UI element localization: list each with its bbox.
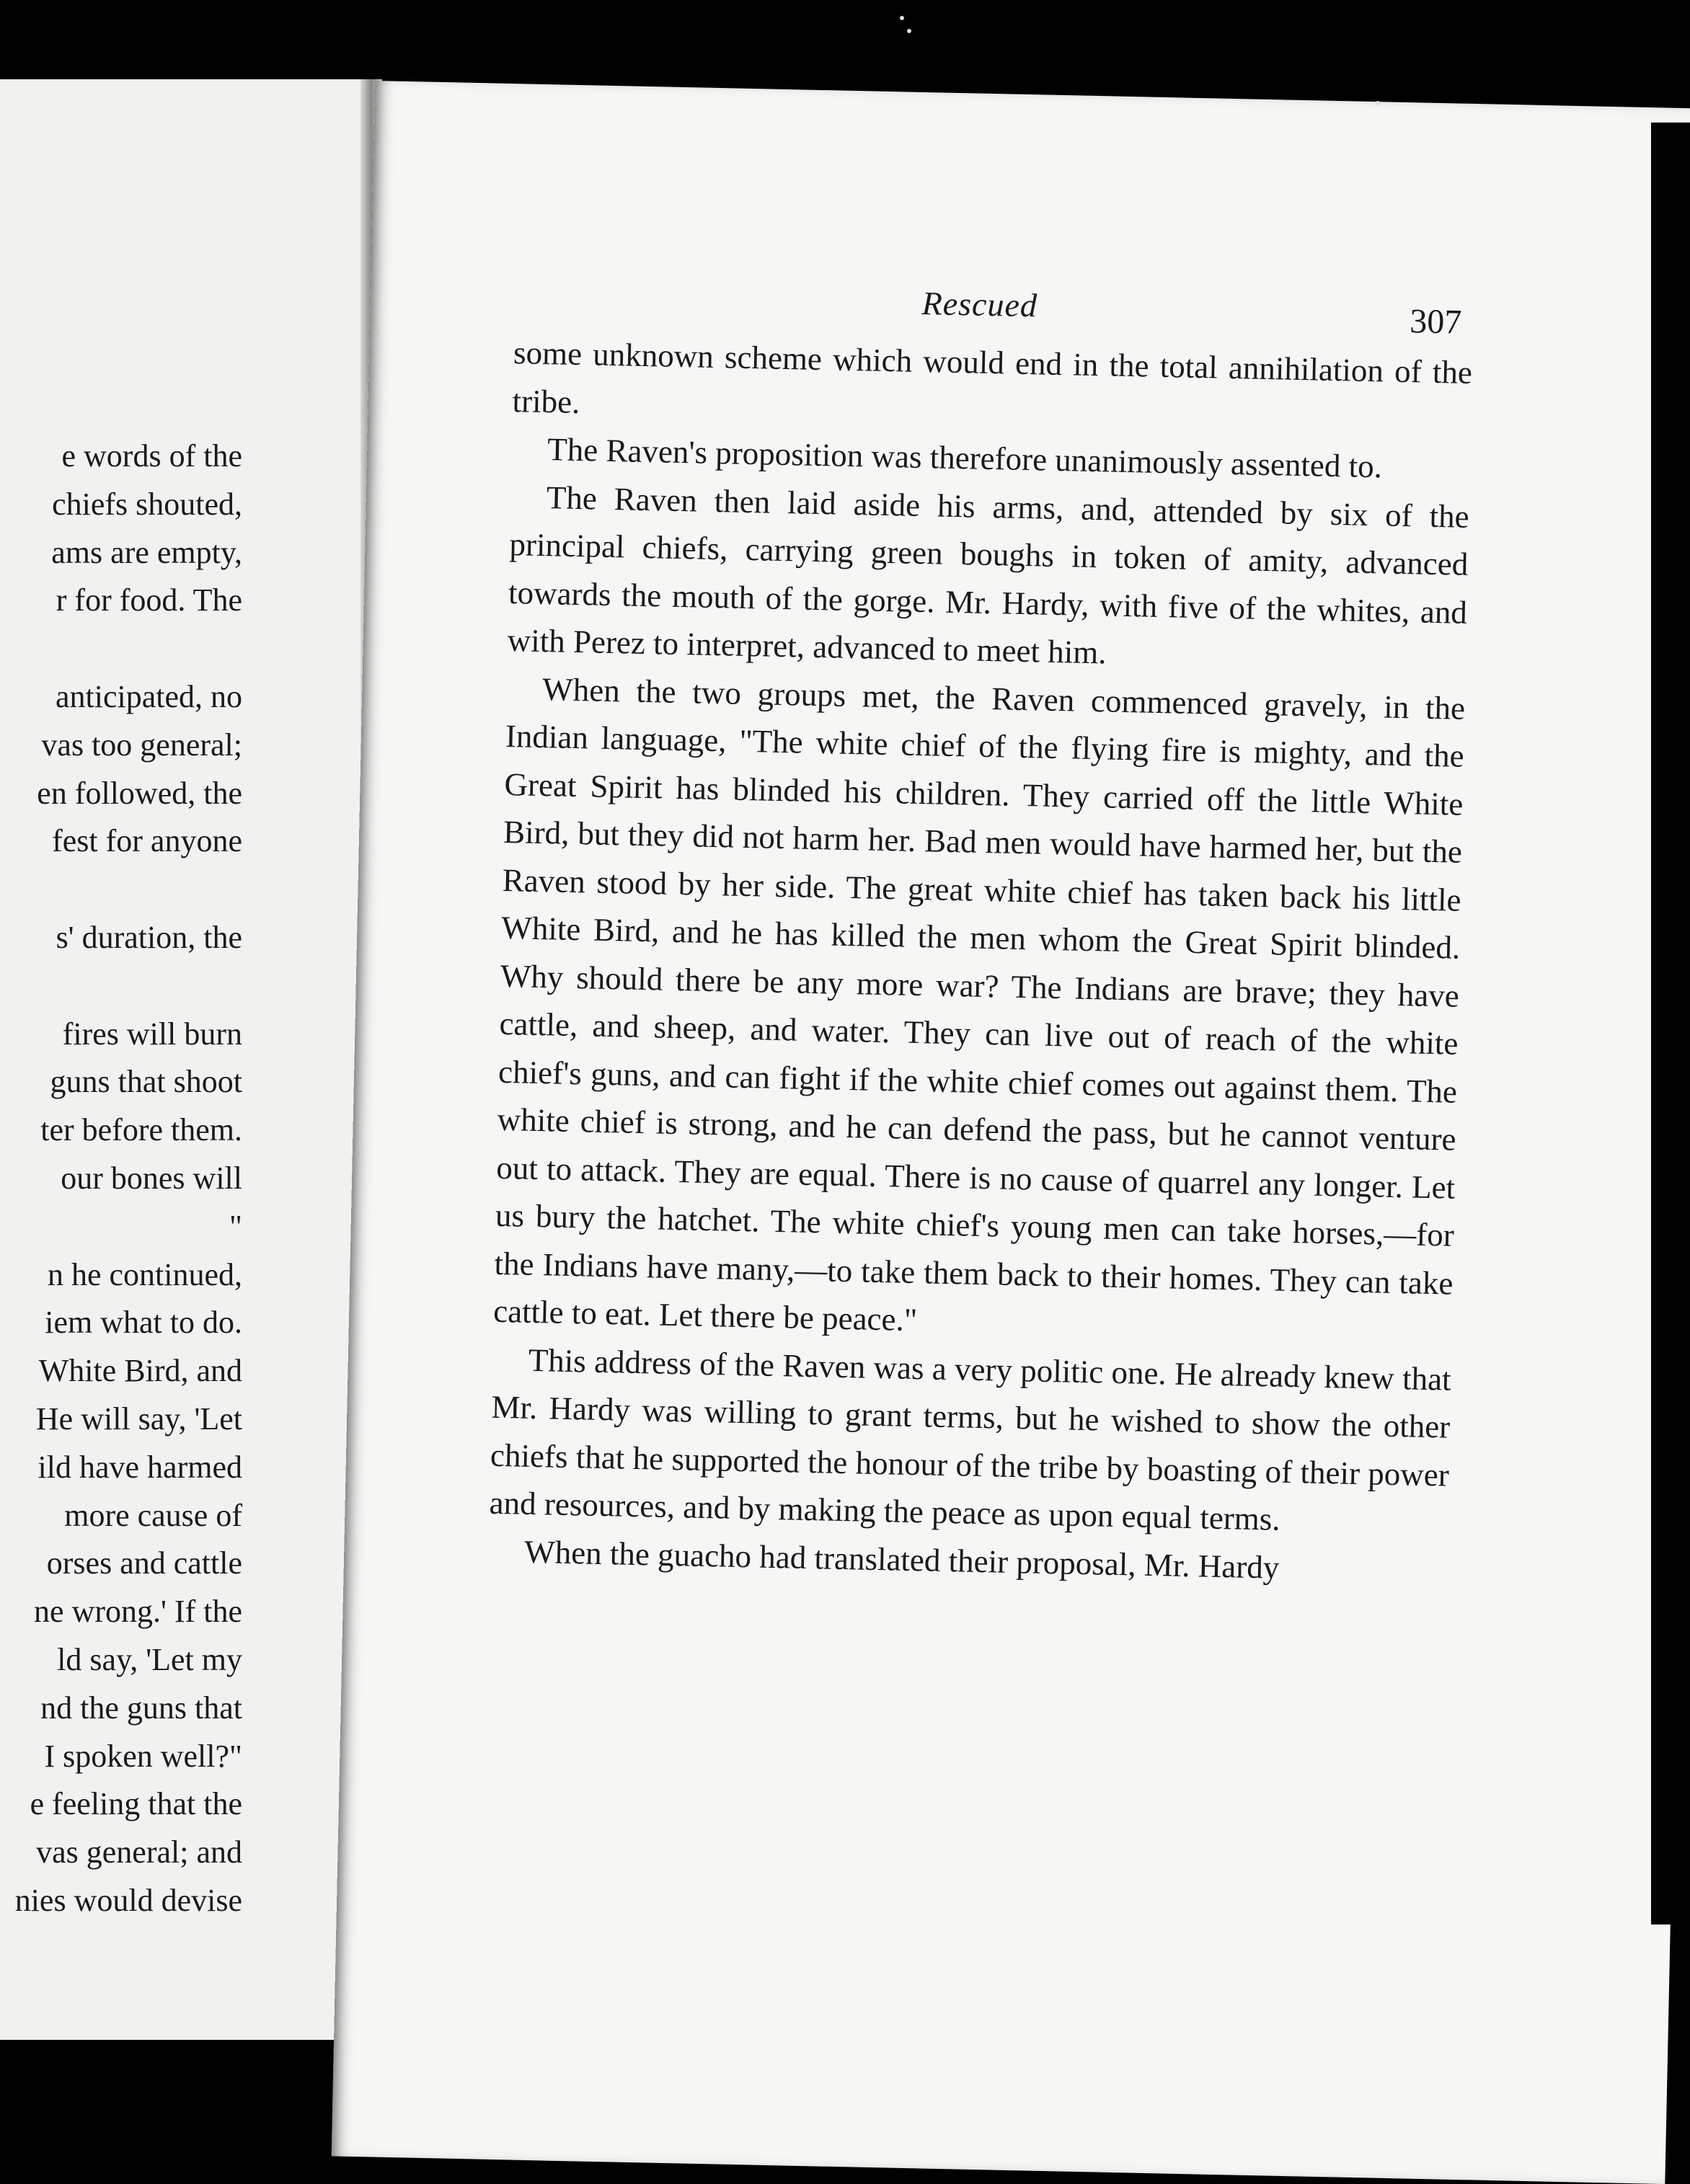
left-line: r for food. The — [56, 582, 242, 618]
left-line: vas too general; — [41, 727, 242, 763]
left-line: n he continued, — [47, 1256, 242, 1292]
left-line: ter before them. — [40, 1112, 242, 1148]
paragraph: This address of the Raven was a very politic one. He already knew that Mr. Hardy was willing to grant terms, but he wished to show the other chiefs that he supported the honour of the tribe by boasting of their power and resources, and by making the peace as upon equal terms. — [489, 1341, 1452, 1537]
dust-speck — [1376, 101, 1380, 105]
left-line: orses and cattle — [46, 1545, 242, 1581]
left-line: e feeling that the — [30, 1786, 242, 1822]
left-line: iem what to do. — [45, 1305, 242, 1341]
left-line: fires will burn — [62, 1016, 242, 1052]
paragraph: When the guacho had translated their proposal, Mr. Hardy — [523, 1533, 1280, 1586]
paragraph: When the two groups met, the Raven commenced gravely, in the Indian language, "The white chief of the flying fire is mighty, and the Great Spirit has blinded his children. They carried off the little White Bird, but they did not harm her. Bad men would have harmed her, but the Raven stood by her side. The great white chief has taken back his little White Bird, and he has killed the men whom the Great Spirit blinded. Why should there be any more war? The Indians are brave; they have cattle, and sheep, and water. They can live out of reach of the white chief's guns, and can fight if the white chief comes out against them. The white chief is strong, and he can defend the pass, but he cannot venture out to attack. They are equal. There is no cause of quarrel any longer. Let us bury the hatchet. The white chief's young men can take horses,—for the Indians have many,—to take them back to their homes. They can take cattle to eat. Let there be peace." — [492, 670, 1466, 1339]
left-line: ild have harmed — [37, 1449, 242, 1485]
paragraph: The Raven's proposition was therefore unanimously assented to. — [547, 431, 1383, 485]
left-line: s' duration, the — [56, 919, 242, 955]
page-body — [488, 329, 1473, 1594]
left-line: nd the guns that — [40, 1690, 242, 1726]
left-line — [0, 625, 242, 673]
left-line: vas general; and — [36, 1834, 242, 1870]
page-number: 307 — [1409, 302, 1462, 342]
left-line: fest for anyone — [52, 823, 242, 859]
left-line: guns that shoot — [50, 1064, 242, 1100]
right-page — [332, 81, 1690, 2184]
left-line — [0, 866, 242, 914]
left-line: en followed, the — [37, 775, 242, 811]
left-line: anticipated, no — [55, 678, 242, 714]
paragraph: The Raven then laid aside his arms, and, attended by six of the principal chiefs, carrying green boughs in token of amity, advanced towards the mouth of the gorge. Mr. Hardy, with five of the whites, and with Perez to interpret, advanced to meet him. — [507, 479, 1470, 671]
left-line: nies would devise — [14, 1882, 242, 1918]
left-line: more cause of — [64, 1497, 242, 1533]
left-line: " — [229, 1208, 242, 1244]
left-line: White Bird, and — [38, 1353, 242, 1389]
left-line: He will say, 'Let — [35, 1400, 242, 1437]
left-line: chiefs shouted, — [52, 486, 242, 522]
running-header: Rescued — [921, 284, 1038, 324]
left-page — [0, 79, 377, 2040]
dust-speck — [907, 29, 911, 33]
left-line: ams are empty, — [51, 534, 242, 570]
paragraph: some unknown scheme which would end in the total annihilation of the tribe. — [512, 334, 1473, 420]
left-line: e words of the — [61, 438, 242, 474]
left-line: ne wrong.' If the — [34, 1594, 242, 1630]
dust-speck — [900, 16, 904, 20]
left-page-text — [0, 432, 242, 1925]
left-line — [0, 962, 242, 1011]
left-line: I spoken well?" — [44, 1738, 242, 1774]
page-edge-shadow — [1651, 123, 1690, 1925]
left-line: ld say, 'Let my — [57, 1641, 242, 1677]
left-line: our bones will — [61, 1160, 242, 1196]
